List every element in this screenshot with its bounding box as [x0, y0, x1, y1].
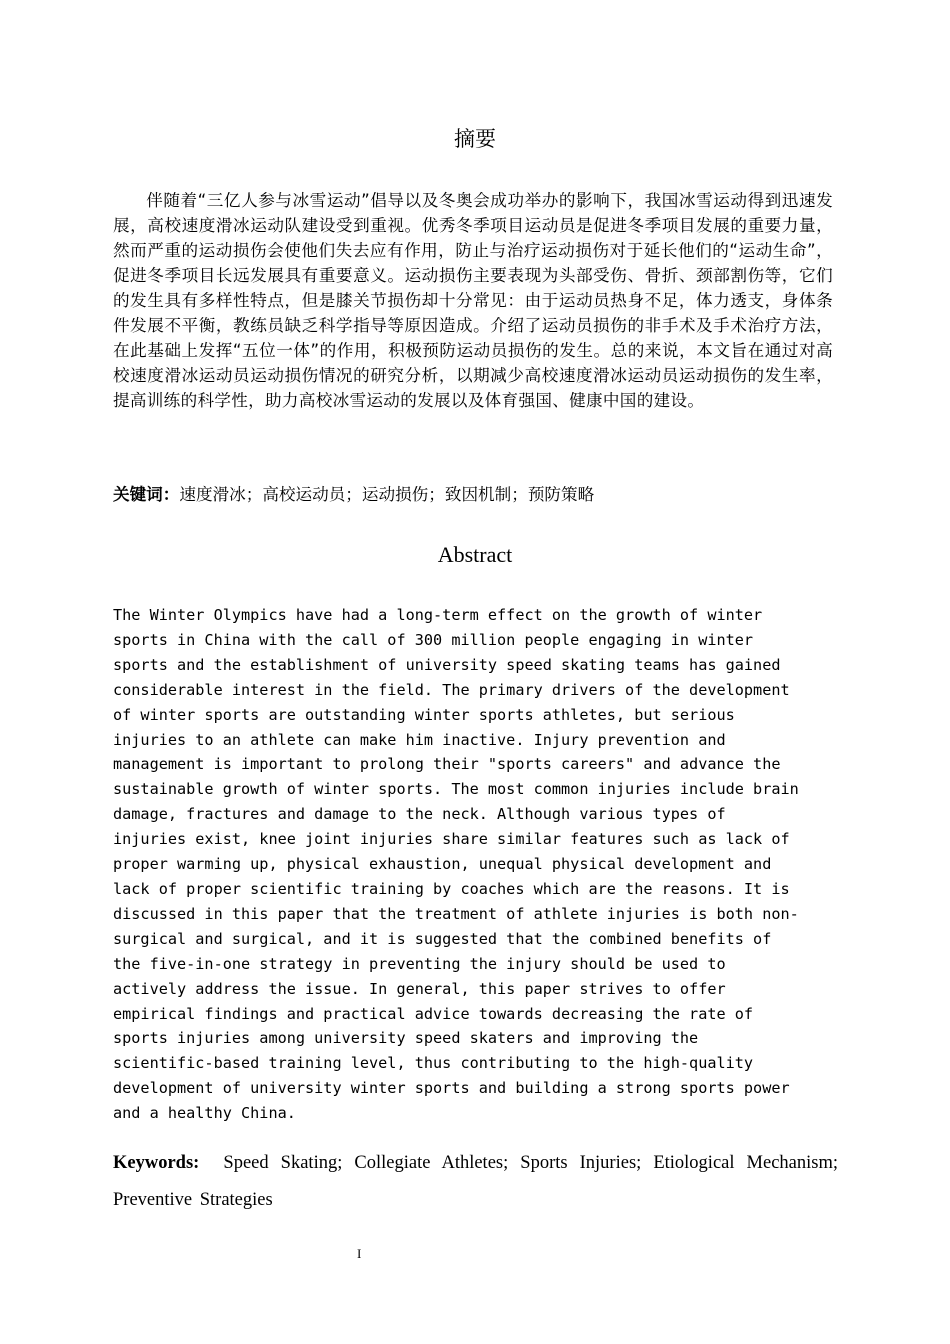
english-keywords	[113, 1145, 838, 1219]
chinese-keywords	[113, 482, 833, 507]
page-number: I	[357, 1246, 362, 1261]
english-abstract-title: Abstract	[437, 542, 513, 567]
english-keywords-list: Speed Skating; Collegiate Athletes; Sports Injuries; Etiological Mechanism; Preventive Strategies	[113, 1153, 838, 1210]
chinese-keywords-list: 速度滑冰；高校运动员；运动损伤；致因机制；预防策略	[179, 485, 595, 504]
chinese-abstract-body: 伴随着“三亿人参与冰雪运动”倡导以及冬奥会成功举办的影响下，我国冰雪运动得到迅速发展，高校速度滑冰运动队建设受到重视。优秀冬季项目运动员是促进冬季项目发展的重要力量，然而严重的运动损伤会使他们失去应有作用，防止与治疗运动损伤对于延长他们的“运动生命”，促进冬季项目长远发展具有重要意义。运动损伤主要表现为头部受伤、骨折、颈部割伤等，它们的发生具有多样性特点，但是膝关节损伤却十分常见：由于运动员热身不足，体力透支，身体条件发展不平衡，教练员缺乏科学指导等原因造成。介绍了运动员损伤的非手术及手术治疗方法，在此基础上发挥“五位一体”的作用，积极预防运动员损伤的发生。总的来说，本文旨在通过对高校速度滑冰运动员运动损伤情况的研究分析，以期减少高校速度滑冰运动员运动损伤的发生率，提高训练的科学性，助力高校冰雪运动的发展以及体育强国、健康中国的建设。	[113, 191, 833, 410]
english-keywords-label: Keywords:	[113, 1153, 200, 1173]
chinese-keywords-label: 关键词：	[113, 485, 180, 504]
chinese-abstract-title: 摘要	[454, 127, 496, 151]
english-abstract-body: The Winter Olympics have had a long-term effect on the growth of winter sports in China with the call of 300 million people engaging in winter sports and the establishment of university speed skating teams has gained considerable interest in the field. The primary drivers of the development of winter sports are outstanding winter sports athletes, but serious injuries to an athlete can make him inactive. Injury prevention and management is important to prolong their "sports careers" and advance the sustainable growth of winter sports. The most common injuries include brain damage, fractures and damage to the neck. Although various types of injuries exist, knee joint injuries share similar features such as lack of proper warming up, physical exhaustion, unequal physical development and lack of proper scientific training by coaches which are the reasons. It is discussed in this paper that the treatment of athlete injuries is both non- surgical and surgical, and it is suggested that the combined benefits of the five-in-one strategy in preventing the injury should be used to actively address the issue. In general, this paper strives to offer empirical findings and practical advice towards decreasing the rate of sports injuries among university speed skaters and improving the scientific-based training level, thus contributing to the high-quality development of university winter sports and building a strong sports power and a healthy China.	[113, 606, 799, 1123]
